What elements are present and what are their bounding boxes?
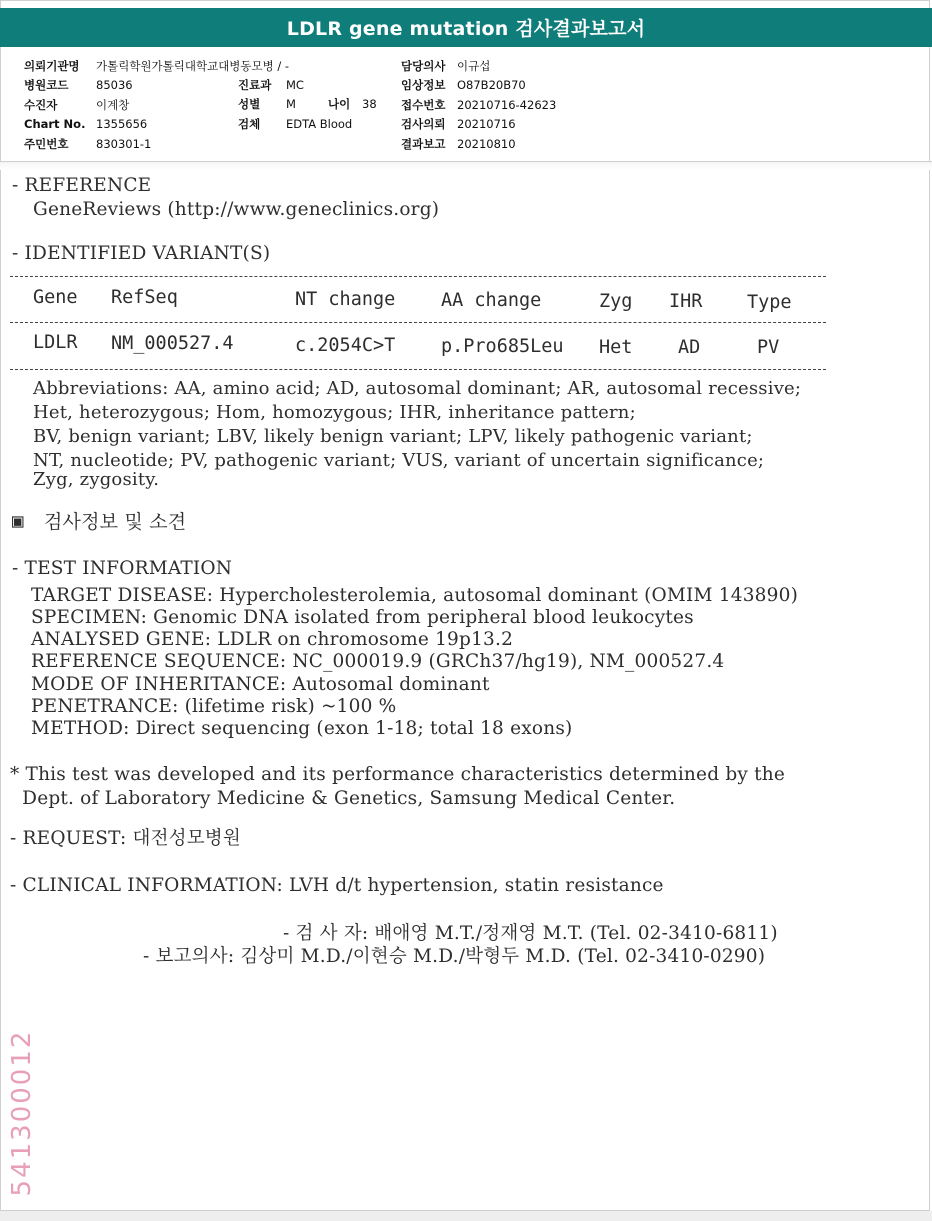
clinical-info-line: - CLINICAL INFORMATION: LVH d/t hypertension, statin resistance bbox=[10, 875, 664, 896]
reference-text: GeneReviews (http://www.geneclinics.org) bbox=[33, 199, 440, 220]
header-field bbox=[24, 134, 289, 154]
note-line: Dept. of Laboratory Medicine & Genetics, Samsung Medical Center. bbox=[10, 788, 676, 809]
header-label: 병원코드 bbox=[24, 78, 69, 93]
column-header-aa-change: AA change bbox=[441, 290, 542, 311]
report-title: LDLR gene mutation 검사결과보고서 bbox=[0, 8, 932, 47]
header-field bbox=[401, 115, 556, 135]
table-cell-nt-change: c.2054C>T bbox=[295, 335, 396, 356]
header-value: EDTA Blood bbox=[286, 116, 353, 131]
test-info-line: SPECIMEN: Genomic DNA isolated from peripheral blood leukocytes bbox=[31, 607, 694, 628]
physician-signature: - 보고의사: 김상미 M.D./이현승 M.D./박형두 M.D. (Tel. 02-3410-0290) bbox=[143, 946, 766, 967]
header-field bbox=[401, 76, 556, 96]
header-value: MC bbox=[286, 77, 304, 92]
header-label: 검사의뢰 bbox=[401, 117, 446, 132]
abbreviations-line: Het, heterozygous; Hom, homozygous; IHR, inheritance pattern; bbox=[33, 402, 636, 423]
header-value: 20210716 bbox=[457, 117, 516, 132]
test-info-heading: - TEST INFORMATION bbox=[12, 558, 233, 579]
variants-heading: - IDENTIFIED VARIANT(S) bbox=[12, 243, 271, 264]
reference-heading: - REFERENCE bbox=[12, 175, 152, 196]
header-value: 20210810 bbox=[457, 136, 516, 151]
header-field bbox=[238, 75, 377, 95]
abbreviations-line: Abbreviations: AA, amino acid; AD, autosomal dominant; AR, autosomal recessive; bbox=[33, 378, 802, 399]
header-value: 20210716-42623 bbox=[457, 97, 557, 112]
section-title: 검사정보 및 소견 bbox=[44, 511, 187, 533]
header-column-2 bbox=[238, 75, 377, 134]
table-cell-refseq: NM_000527.4 bbox=[111, 333, 234, 354]
header-field bbox=[238, 95, 377, 115]
column-header-zyg: Zyg bbox=[599, 291, 633, 312]
test-info-line: PENETRANCE: (lifetime risk) ~100 % bbox=[31, 696, 397, 717]
table-cell-ihr: AD bbox=[678, 337, 701, 358]
table-rule-bottom bbox=[10, 369, 826, 370]
page-bottom-bar bbox=[0, 1211, 932, 1221]
table-rule-middle bbox=[10, 322, 826, 323]
header-label: 접수번호 bbox=[401, 97, 446, 112]
column-header-ihr: IHR bbox=[669, 291, 703, 312]
header-field bbox=[24, 56, 289, 76]
barcode-number-stamp: 541300012 bbox=[7, 1029, 37, 1197]
header-value: 이계창 bbox=[96, 97, 130, 112]
test-info-line: ANALYSED GENE: LDLR on chromosome 19p13.2 bbox=[31, 629, 514, 650]
table-rule-top bbox=[10, 276, 826, 277]
header-label: 임상정보 bbox=[401, 78, 446, 93]
table-cell-type: PV bbox=[757, 337, 780, 358]
column-header-nt-change: NT change bbox=[295, 289, 396, 310]
section-marker-icon: ▣ bbox=[12, 510, 24, 532]
test-info-line: TARGET DISEASE: Hypercholesterolemia, autosomal dominant (OMIM 143890) bbox=[31, 585, 798, 606]
abbreviations-line: NT, nucleotide; PV, pathogenic variant; VUS, variant of uncertain significance; bbox=[33, 450, 765, 471]
header-field bbox=[238, 114, 377, 134]
column-header-refseq: RefSeq bbox=[111, 287, 178, 308]
header-label: 의뢰기관명 bbox=[24, 58, 80, 73]
header-label: 결과보고 bbox=[401, 136, 446, 151]
header-field bbox=[401, 56, 556, 76]
header-value: 830301-1 bbox=[96, 136, 152, 151]
header-label: 성별 bbox=[238, 97, 261, 112]
note-line: * This test was developed and its performance characteristics determined by the bbox=[10, 764, 785, 785]
header-field bbox=[401, 95, 556, 115]
header-column-3 bbox=[401, 56, 556, 154]
header-field bbox=[401, 134, 556, 154]
header-label: 주민번호 bbox=[24, 136, 69, 151]
test-info-line: MODE OF INHERITANCE: Autosomal dominant bbox=[31, 674, 490, 695]
header-value: O87B20B70 bbox=[457, 78, 526, 93]
examiner-signature: - 검 사 자: 배애영 M.T./정재영 M.T. (Tel. 02-3410-6811) bbox=[283, 923, 778, 944]
header-label: Chart No. bbox=[24, 117, 86, 132]
table-cell-aa-change: p.Pro685Leu bbox=[441, 336, 564, 357]
header-value: 38 bbox=[362, 97, 377, 112]
header-value: 85036 bbox=[96, 78, 133, 93]
header-value: 이규섭 bbox=[457, 58, 491, 73]
header-value: 가톨릭학원가톨릭대학교대병동모병 / - bbox=[96, 58, 290, 73]
test-info-line: METHOD: Direct sequencing (exon 1-18; total 18 exons) bbox=[31, 718, 573, 739]
header-label: 검체 bbox=[238, 116, 261, 131]
column-header-gene: Gene bbox=[33, 287, 78, 308]
header-label: 수진자 bbox=[24, 97, 58, 112]
header-label: 진료과 bbox=[238, 77, 272, 92]
test-info-line: REFERENCE SEQUENCE: NC_000019.9 (GRCh37/hg19), NM_000527.4 bbox=[31, 651, 725, 672]
table-cell-gene: LDLR bbox=[33, 332, 78, 353]
header-label: 담당의사 bbox=[401, 58, 446, 73]
header-shadow bbox=[0, 162, 932, 170]
header-label: 나이 bbox=[328, 97, 351, 112]
header-value: M bbox=[286, 97, 296, 112]
column-header-type: Type bbox=[747, 292, 792, 313]
table-cell-zyg: Het bbox=[599, 337, 633, 358]
request-line: - REQUEST: 대전성모병원 bbox=[10, 828, 241, 849]
abbreviations-line: BV, benign variant; LBV, likely benign variant; LPV, likely pathogenic variant; bbox=[33, 426, 753, 447]
abbreviations-line: Zyg, zygosity. bbox=[33, 469, 160, 490]
header-value: 1355656 bbox=[96, 117, 148, 132]
